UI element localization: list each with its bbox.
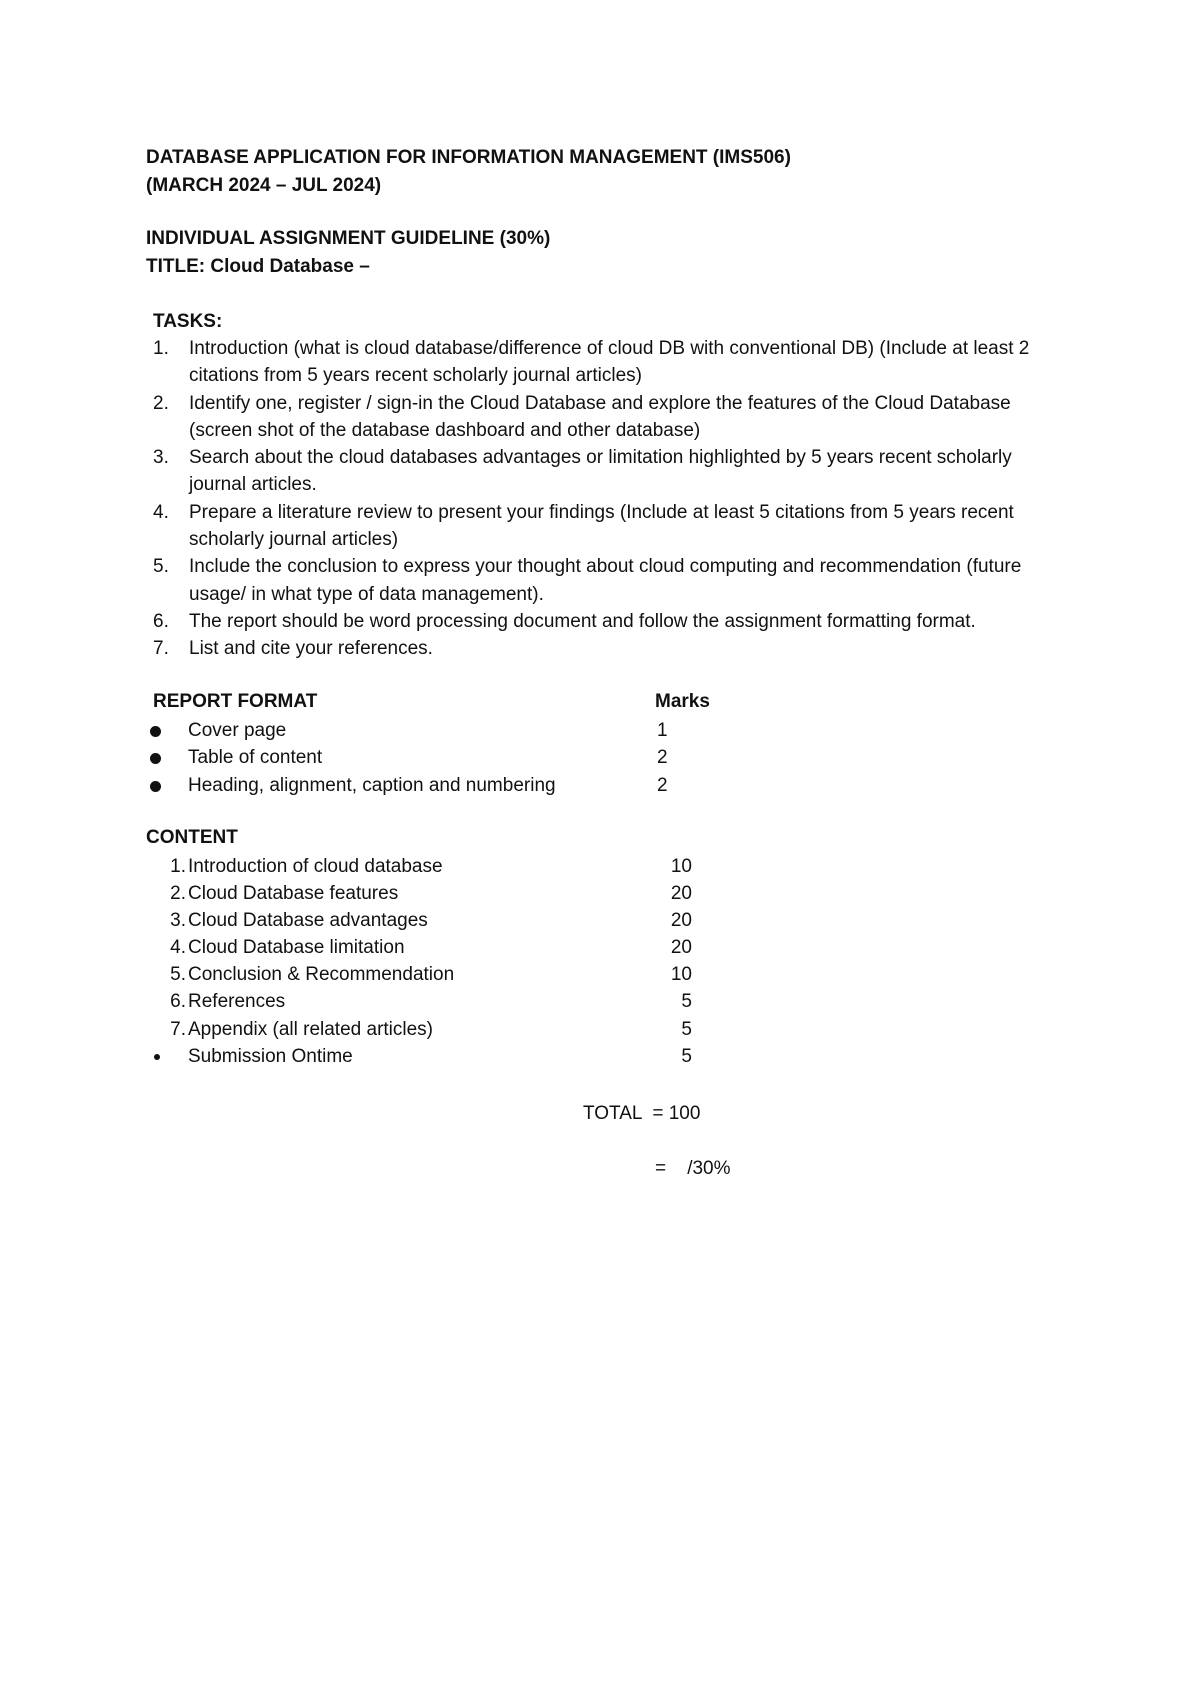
task-item: [153, 390, 1053, 445]
bullet-icon: [146, 1043, 188, 1070]
content-mark: 20: [670, 883, 692, 905]
task-number: 2.: [153, 392, 169, 414]
submission-label: Submission Ontime: [188, 1045, 353, 1067]
task-text: Search about the cloud databases advantages or limitation highlighted by 5 years recent scholarly journal articles.: [189, 447, 1012, 496]
task-number: 6.: [153, 610, 169, 632]
percent-line: = /30%: [655, 1158, 731, 1179]
format-mark: 1: [657, 720, 668, 741]
bullet-icon: [146, 744, 188, 771]
task-item: [153, 635, 1053, 662]
total-line: TOTAL = 100: [583, 1103, 701, 1124]
format-row: [146, 744, 746, 771]
task-text: Introduction (what is cloud database/difference of cloud DB with conventional DB) (Include at least 2 citations from 5 years recent scholarly journal articles): [189, 338, 1030, 387]
content-row: [146, 934, 746, 961]
content-number: 5.: [170, 964, 186, 986]
content-number: 4.: [170, 937, 186, 959]
content-label: Appendix (all related articles): [188, 1018, 434, 1040]
format-label: Cover page: [188, 720, 287, 741]
content-row: [146, 961, 746, 988]
task-item: [153, 499, 1053, 554]
assignment-header: [146, 225, 550, 281]
content-label: Introduction of cloud database: [188, 856, 443, 877]
task-text: The report should be word processing document and follow the assignment formatting format.: [189, 610, 976, 632]
content-number: 6.: [170, 991, 186, 1013]
content-label: Cloud Database advantages: [188, 910, 428, 932]
task-item: [153, 608, 1053, 635]
content-number: 7.: [170, 1018, 186, 1040]
content-mark: 20: [670, 910, 692, 932]
content-row: [146, 988, 746, 1015]
tasks-heading: TASKS:: [153, 311, 223, 332]
assignment-title: TITLE: Cloud Database –: [146, 256, 370, 277]
task-text: Identify one, register / sign-in the Cloud Database and explore the features of the Cloud Database (screen shot of the database dashboard and other database): [189, 392, 1011, 441]
task-number: 1.: [153, 338, 169, 359]
content-label: References: [188, 991, 286, 1013]
tasks-list: [153, 335, 1053, 663]
bullet-icon: [146, 772, 188, 799]
content-mark: 10: [670, 856, 692, 877]
content-row: [146, 1016, 746, 1043]
content-mark: 10: [670, 964, 692, 986]
submission-row: [146, 1043, 746, 1070]
content-number: 1.: [170, 856, 186, 877]
task-item: [153, 444, 1053, 499]
content-heading: CONTENT: [146, 827, 238, 848]
content-mark: 20: [670, 937, 692, 959]
content-row: [146, 907, 746, 934]
content-number: 3.: [170, 910, 186, 932]
content-number: 2.: [170, 883, 186, 905]
format-mark: 2: [657, 774, 668, 796]
content-label: Conclusion & Recommendation: [188, 964, 455, 986]
format-label: Table of content: [188, 747, 323, 769]
task-item: [153, 553, 1053, 608]
task-number: 3.: [153, 447, 169, 469]
content-label: Cloud Database limitation: [188, 937, 405, 959]
submission-mark: 5: [681, 1045, 692, 1067]
content-row: [146, 853, 746, 880]
task-text: Prepare a literature review to present your findings (Include at least 5 citations from 5 years recent scholarly journal articles): [189, 501, 1014, 551]
assignment-guideline: INDIVIDUAL ASSIGNMENT GUIDELINE (30%): [146, 228, 551, 249]
task-item: [153, 335, 1053, 390]
content-mark: 5: [681, 991, 692, 1013]
semester-range: (MARCH 2024 – JUL 2024): [146, 175, 382, 196]
course-title: DATABASE APPLICATION FOR INFORMATION MANAGEMENT (IMS506): [146, 147, 791, 168]
format-label: Heading, alignment, caption and numbering: [188, 774, 556, 796]
bullet-icon: [146, 717, 188, 744]
marks-heading: Marks: [655, 691, 710, 712]
content-row: [146, 880, 746, 907]
task-text: Include the conclusion to express your thought about cloud computing and recommendation (future usage/ in what type of data management).: [189, 556, 1022, 605]
format-mark: 2: [657, 747, 668, 769]
course-header: [146, 144, 791, 200]
format-row: [146, 772, 746, 799]
content-mark: 5: [681, 1018, 692, 1040]
task-text: List and cite your references.: [189, 638, 433, 660]
content-list: [146, 853, 746, 1070]
report-format-list: [146, 717, 746, 799]
content-label: Cloud Database features: [188, 883, 399, 905]
task-number: 5.: [153, 556, 169, 578]
task-number: 4.: [153, 501, 169, 523]
report-format-heading: REPORT FORMAT: [153, 691, 318, 712]
task-number: 7.: [153, 638, 169, 660]
format-row: [146, 717, 746, 744]
